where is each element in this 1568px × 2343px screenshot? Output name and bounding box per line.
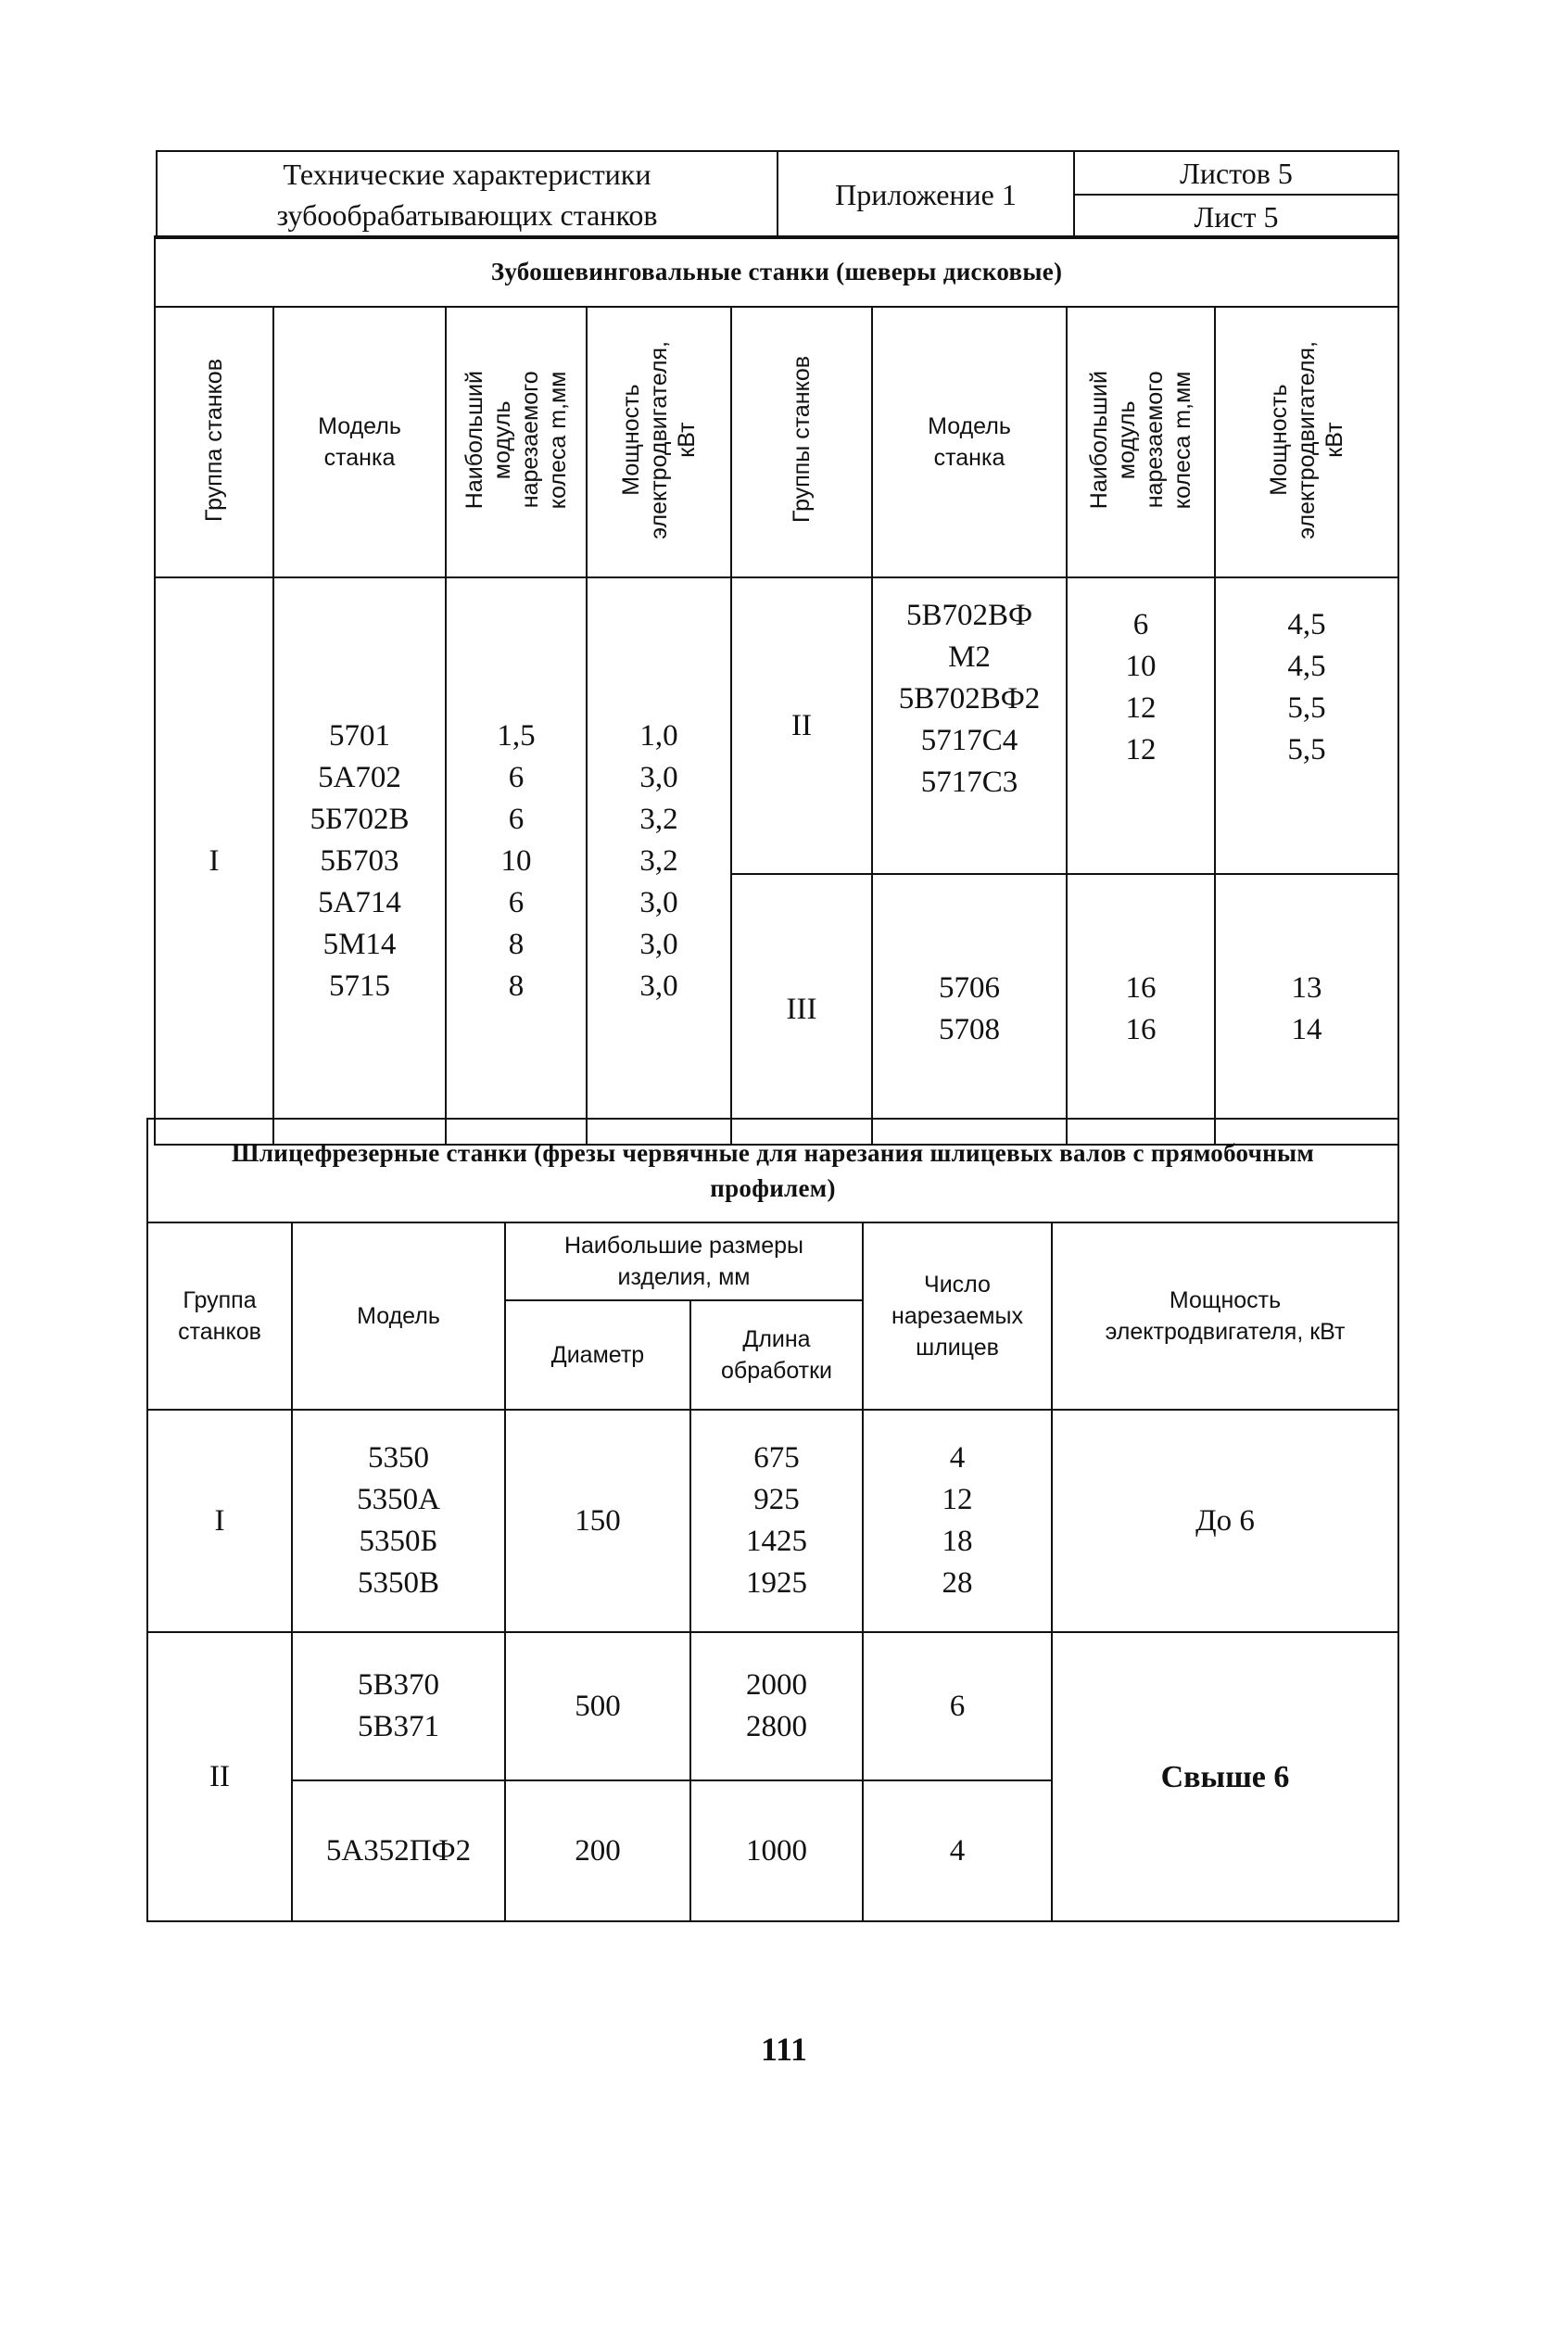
group-ii-powers: 4,5 4,5 5,5 5,5 — [1215, 577, 1398, 874]
row-2-splines: 6 — [863, 1632, 1052, 1780]
col-length: Длина обработки — [690, 1300, 863, 1410]
group-ii-modules: 6 10 12 12 — [1067, 577, 1215, 874]
group-iii-models: 5706 5708 — [872, 874, 1067, 1145]
spline-milling-table — [146, 1118, 1399, 1922]
document-title — [157, 151, 778, 238]
group-i-modules: 1,5 6 6 10 6 8 8 — [446, 577, 587, 1145]
col-group-left: Группа станков — [155, 307, 273, 577]
title-line-2: зубообрабатывающих станков — [276, 198, 658, 232]
group-ii-cell: II — [731, 577, 872, 874]
title-line-1: Технические характеристики — [283, 158, 651, 191]
col-model-right: Модель станка — [872, 307, 1067, 577]
row-1-group: I — [147, 1410, 292, 1632]
section-1-title: Зубошевинговальные станки (шеверы дисковые) — [155, 236, 1398, 307]
page-number: 111 — [760, 2031, 808, 2068]
shaving-machines-table — [154, 235, 1399, 1146]
sheets-total: Листов 5 — [1074, 151, 1398, 195]
group-i-models: 5701 5А702 5Б702В 5Б703 5А714 5М14 5715 — [273, 577, 446, 1145]
row-1-lengths: 675 925 1425 1925 — [690, 1410, 863, 1632]
row-3-diameter: 200 — [505, 1780, 690, 1921]
row-3-splines: 4 — [863, 1780, 1052, 1921]
appendix-label: Приложение 1 — [778, 151, 1074, 238]
row-1-models: 5350 5350А 5350Б 5350В — [292, 1410, 505, 1632]
col-power: Мощность электродвигателя, кВт — [1052, 1222, 1398, 1410]
row-2-models: 5В370 5В371 — [292, 1632, 505, 1780]
group-ii-models: 5В702ВФ М2 5В702ВФ2 5717С4 5717С3 — [872, 577, 1067, 874]
col-group: Группа станков — [147, 1222, 292, 1410]
row-2-diameter: 500 — [505, 1632, 690, 1780]
row-2-power: Свыше 6 — [1052, 1632, 1398, 1921]
col-power-right: Мощность электродвигателя, кВт — [1215, 307, 1398, 577]
col-max-sizes: Наибольшие размеры изделия, мм — [505, 1222, 863, 1300]
row-3-models: 5А352ПФ2 — [292, 1780, 505, 1921]
header-table — [156, 150, 1399, 239]
row-1-power: До 6 — [1052, 1410, 1398, 1632]
col-diameter: Диаметр — [505, 1300, 690, 1410]
row-1-diameter: 150 — [505, 1410, 690, 1632]
col-module-right: Наибольший модуль нарезаемого колеса m,мм — [1067, 307, 1215, 577]
row-3-lengths: 1000 — [690, 1780, 863, 1921]
col-model: Модель — [292, 1222, 505, 1410]
section-2-title: Шлицефрезерные станки (фрезы червячные для нарезания шлицевых валов с прямобочным профилем) — [147, 1119, 1398, 1222]
col-splines: Число нарезаемых шлицев — [863, 1222, 1052, 1410]
group-iii-cell: III — [731, 874, 872, 1145]
col-power-left: Мощность электродвигателя, кВт — [587, 307, 731, 577]
col-module-left: Наибольший модуль нарезаемого колеса m,мм — [446, 307, 587, 577]
row-2-lengths: 2000 2800 — [690, 1632, 863, 1780]
col-group-right: Группы станков — [731, 307, 872, 577]
group-i-cell: I — [155, 577, 273, 1145]
row-1-splines: 4 12 18 28 — [863, 1410, 1052, 1632]
row-2-group: II — [147, 1632, 292, 1921]
sheet-number: Лист 5 — [1074, 195, 1398, 238]
group-iii-powers: 13 14 — [1215, 874, 1398, 1145]
col-model-left: Модель станка — [273, 307, 446, 577]
group-i-powers: 1,0 3,0 3,2 3,2 3,0 3,0 3,0 — [587, 577, 731, 1145]
group-iii-modules: 16 16 — [1067, 874, 1215, 1145]
